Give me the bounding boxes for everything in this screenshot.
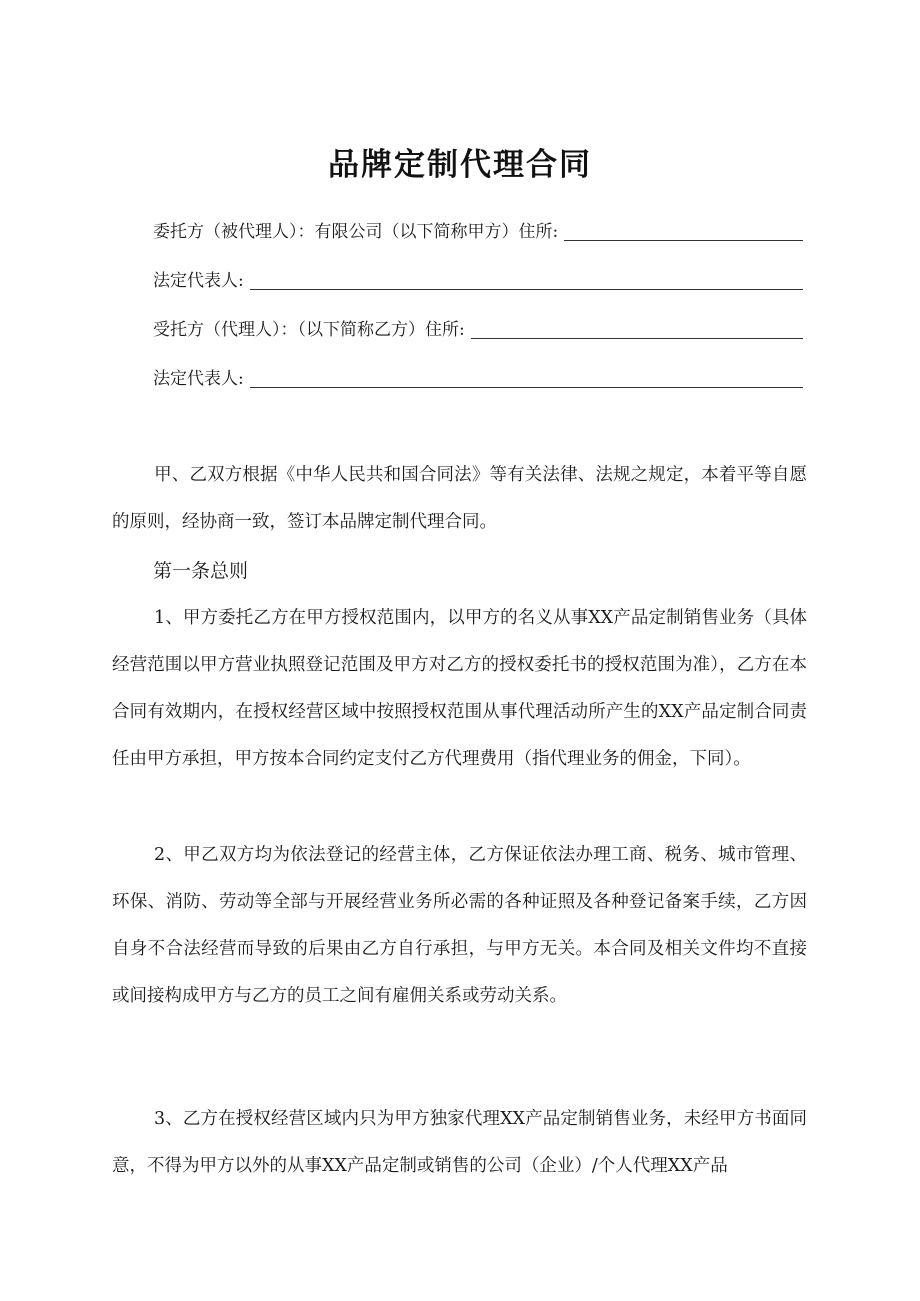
fill-in-blank[interactable] [250,267,803,290]
preamble-text: 甲、乙双方根据《中华人民共和国合同法》等有关法律、法规之规定，本着平等自愿的原则，经协商一致，签订本品牌定制代理合同。 [112,465,807,532]
party-label: 法定代表人: [153,369,244,389]
clause-text: 3、乙方在授权经营区域内只为甲方独家代理XX产品定制销售业务，未经甲方书面同意，不得为甲方以外的从事XX产品定制或销售的公司（企业）/个人代理XX产品 [112,1109,807,1176]
clause-3 [112,1096,807,1190]
section-heading: 第一条总则 [153,560,249,582]
party-label: 委托方（被代理人）：有限公司（以下简称甲方）住所: [153,222,559,242]
clause-text: 1、甲方委托乙方在甲方授权范围内，以甲方的名义从事XX产品定制销售业务（具体经营范围以甲方营业执照登记范围及甲方对乙方的授权委托书的授权范围为准），乙方在本合同有效期内，在授权经营区域中按照授权范围从事代理活动所产生的XX产品定制合同责任由甲方承担，甲方按本合同约定支付乙方代理费用（指代理业务的佣金，下同）。 [112,608,807,769]
document-title: 品牌定制代理合同 [328,146,592,183]
fill-in-blank[interactable] [471,316,803,339]
fill-in-blank[interactable] [564,218,803,241]
party-label: 法定代表人: [153,271,244,291]
party-line-client-rep [153,266,803,296]
clause-text: 2、甲乙双方均为依法登记的经营主体，乙方保证依法办理工商、税务、城市管理、环保、消防、劳动等全部与开展经营业务所必需的各种证照及各种登记备案手续，乙方因自身不合法经营而导致的后果由乙方自行承担，与甲方无关。本合同及相关文件均不直接或间接构成甲方与乙方的员工之间有雇佣关系或劳动关系。 [112,845,807,1006]
fill-in-blank[interactable] [250,365,803,388]
clause-2 [112,832,807,1020]
preamble-paragraph [112,452,807,546]
party-line-client [153,217,803,247]
party-label: 受托方（代理人）：（以下简称乙方）住所: [153,320,465,340]
clause-1 [112,595,807,783]
party-line-agent [153,315,803,345]
party-line-agent-rep [153,364,803,394]
